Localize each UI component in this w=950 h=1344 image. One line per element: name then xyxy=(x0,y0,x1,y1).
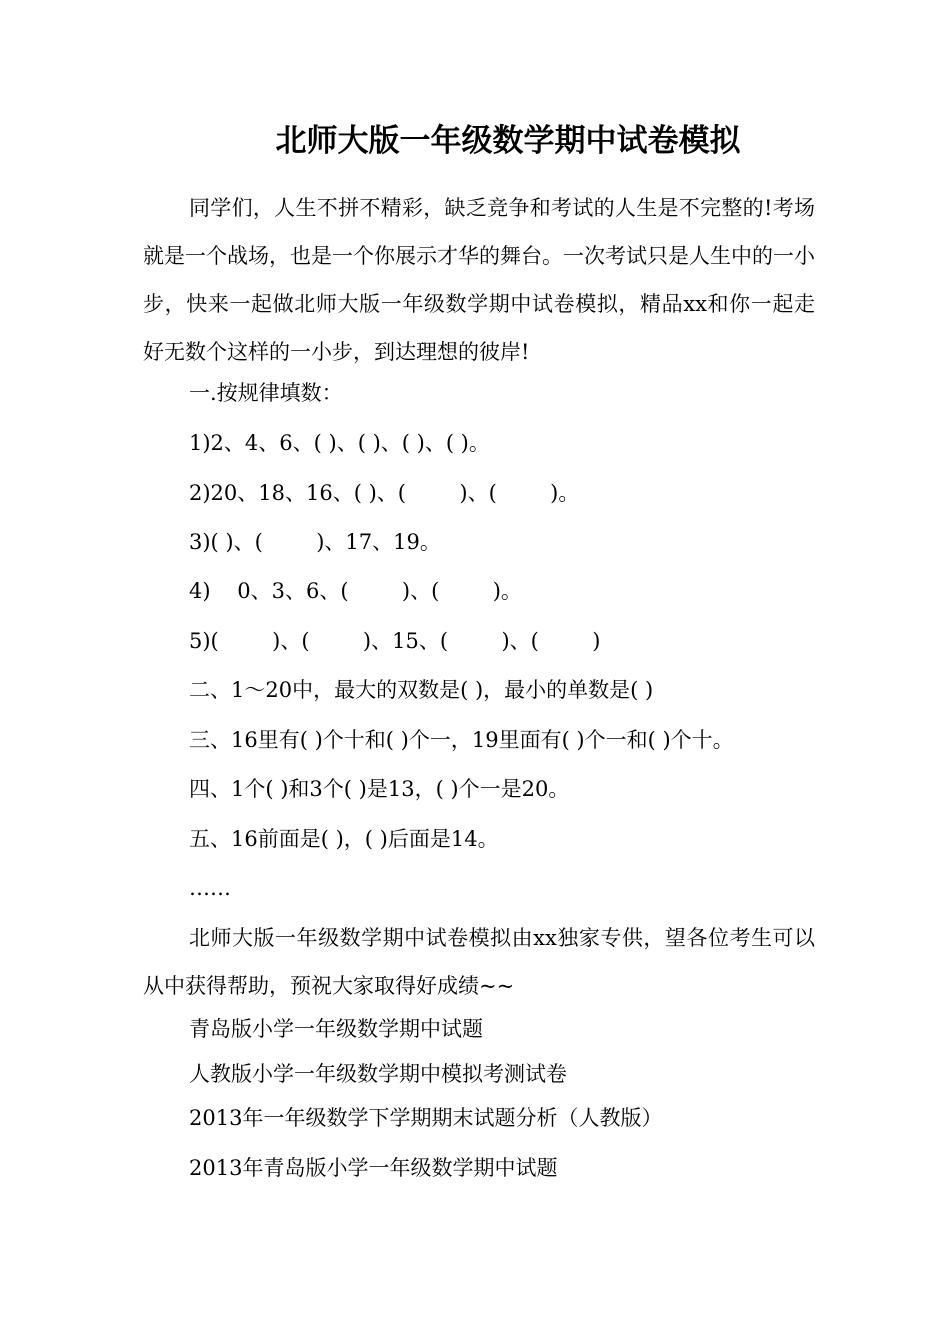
related-article-link[interactable]: 青岛版小学一年级数学期中试题 xyxy=(189,1017,483,1041)
exercise-item: 2)20、18、16、( )、( )、( )。 xyxy=(189,481,580,505)
page-title: 北师大版一年级数学期中试卷模拟 xyxy=(275,123,741,159)
exercise-item: 3)( )、( )、17、19。 xyxy=(189,530,441,554)
question-line: 五、16前面是( )，( )后面是14。 xyxy=(189,827,499,851)
exercise-item: 1)2、4、6、( )、( )、( )、( )。 xyxy=(189,431,490,455)
exercise-item: 4) 0、3、6、( )、( )。 xyxy=(189,579,522,603)
related-article-link[interactable]: 2013年一年级数学下学期期末试题分析（人教版） xyxy=(189,1106,663,1130)
question-line: 三、16里有( )个十和( )个一，19里面有( )个一和( )个十。 xyxy=(189,728,734,752)
question-line: 四、1个( )和3个( )是13，( )个一是20。 xyxy=(189,777,570,801)
question-line: 二、1～20中，最大的双数是( )，最小的单数是( ) xyxy=(189,678,654,702)
related-article-link[interactable]: 人教版小学一年级数学期中模拟考测试卷 xyxy=(189,1062,567,1086)
intro-paragraph: 同学们，人生不拼不精彩，缺乏竞争和考试的人生是不完整的!考场就是一个战场，也是一个你展示才华的舞台。一次考试只是人生中的一小步，快来一起做北师大版一年级数学期中试卷模拟，精品xx和你一起走好无数个这样的一小步，到达理想的彼岸! xyxy=(143,196,815,364)
exercise-item: 5)( )、( )、15、( )、( ) xyxy=(189,629,601,653)
ellipsis-text: …… xyxy=(189,876,231,900)
section-heading: 一.按规律填数： xyxy=(189,381,343,405)
related-article-link[interactable]: 2013年青岛版小学一年级数学期中试题 xyxy=(189,1156,558,1180)
closing-paragraph: 北师大版一年级数学期中试卷模拟由xx独家专供，望各位考生可以从中获得帮助，预祝大家取得好成绩~~ xyxy=(143,926,815,998)
